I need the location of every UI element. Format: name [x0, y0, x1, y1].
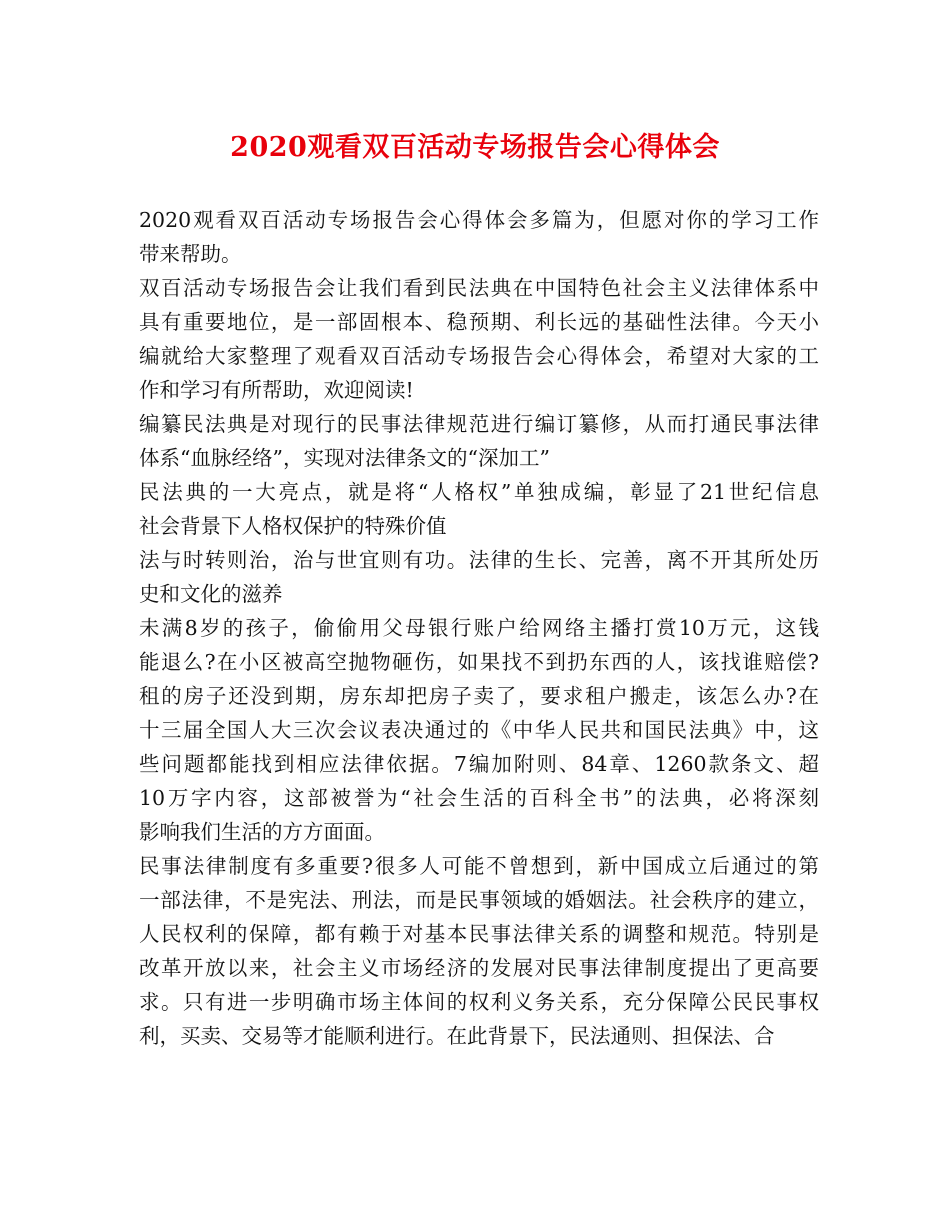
paragraph-line: 编就给大家整理了观看双百活动专场报告会心得体会，希望对大家的工 — [139, 344, 819, 368]
paragraph-line: 体系“血脉经络”，实现对法律条文的“深加工” — [139, 446, 550, 470]
paragraph-line: 双百活动专场报告会让我们看到民法典在中国特色社会主义法律体系中 — [139, 276, 819, 300]
page-title: 2020观看双百活动专场报告会心得体会 — [230, 132, 720, 163]
paragraph-line: 民事法律制度有多重要?很多人可能不曾想到，新中国成立后通过的第 — [139, 854, 819, 878]
paragraph-line: 10万字内容，这部被誉为“社会生活的百科全书”的法典，必将深刻 — [139, 786, 819, 810]
paragraph-line: 能退么?在小区被高空抛物砸伤，如果找不到扔东西的人，该找谁赔偿? — [139, 650, 819, 674]
paragraph — [139, 475, 819, 543]
paragraph-line: 具有重要地位，是一部固根本、稳预期、利长远的基础性法律。今天小 — [139, 310, 819, 334]
paragraph — [139, 271, 819, 407]
paragraph-line: 些问题都能找到相应法律依据。7编加附则、84章、1260款条文、超 — [139, 752, 819, 776]
paragraph-line: 未满8岁的孩子，偷偷用父母银行账户给网络主播打赏10万元，这钱 — [139, 616, 819, 640]
document-body — [139, 203, 819, 1053]
paragraph-line: 改革开放以来，社会主义市场经济的发展对民事法律制度提出了更高要 — [139, 956, 819, 980]
paragraph — [139, 611, 819, 849]
paragraph-line: 十三届全国人大三次会议表决通过的《中华人民共和国民法典》中，这 — [139, 718, 819, 742]
paragraph — [139, 203, 819, 271]
paragraph-line: 租的房子还没到期，房东却把房子卖了，要求租户搬走，该怎么办?在 — [139, 684, 819, 708]
paragraph — [139, 407, 819, 475]
paragraph-line: 2020观看双百活动专场报告会心得体会多篇为，但愿对你的学习工作 — [139, 208, 819, 232]
paragraph-line: 民法典的一大亮点，就是将“人格权”单独成编，彰显了21世纪信息 — [139, 480, 819, 504]
paragraph-line: 编纂民法典是对现行的民事法律规范进行编订纂修，从而打通民事法律 — [139, 412, 819, 436]
paragraph-line: 社会背景下人格权保护的特殊价值 — [139, 514, 447, 538]
paragraph-line: 史和文化的滋养 — [139, 582, 283, 606]
paragraph-line: 利，买卖、交易等才能顺利进行。在此背景下，民法通则、担保法、合 — [139, 1024, 775, 1048]
paragraph-line: 带来帮助。 — [139, 242, 242, 266]
paragraph-line: 作和学习有所帮助，欢迎阅读! — [139, 378, 414, 402]
paragraph-line: 法与时转则治，治与世宜则有功。法律的生长、完善，离不开其所处历 — [139, 548, 819, 572]
paragraph — [139, 849, 819, 1053]
paragraph-line: 求。只有进一步明确市场主体间的权利义务关系，充分保障公民民事权 — [139, 990, 819, 1014]
paragraph-line: 一部法律，不是宪法、刑法，而是民事领域的婚姻法。社会秩序的建立， — [139, 888, 819, 912]
paragraph-line: 影响我们生活的方方面面。 — [139, 820, 385, 844]
paragraph-line: 人民权利的保障，都有赖于对基本民事法律关系的调整和规范。特别是 — [139, 922, 819, 946]
paragraph — [139, 543, 819, 611]
